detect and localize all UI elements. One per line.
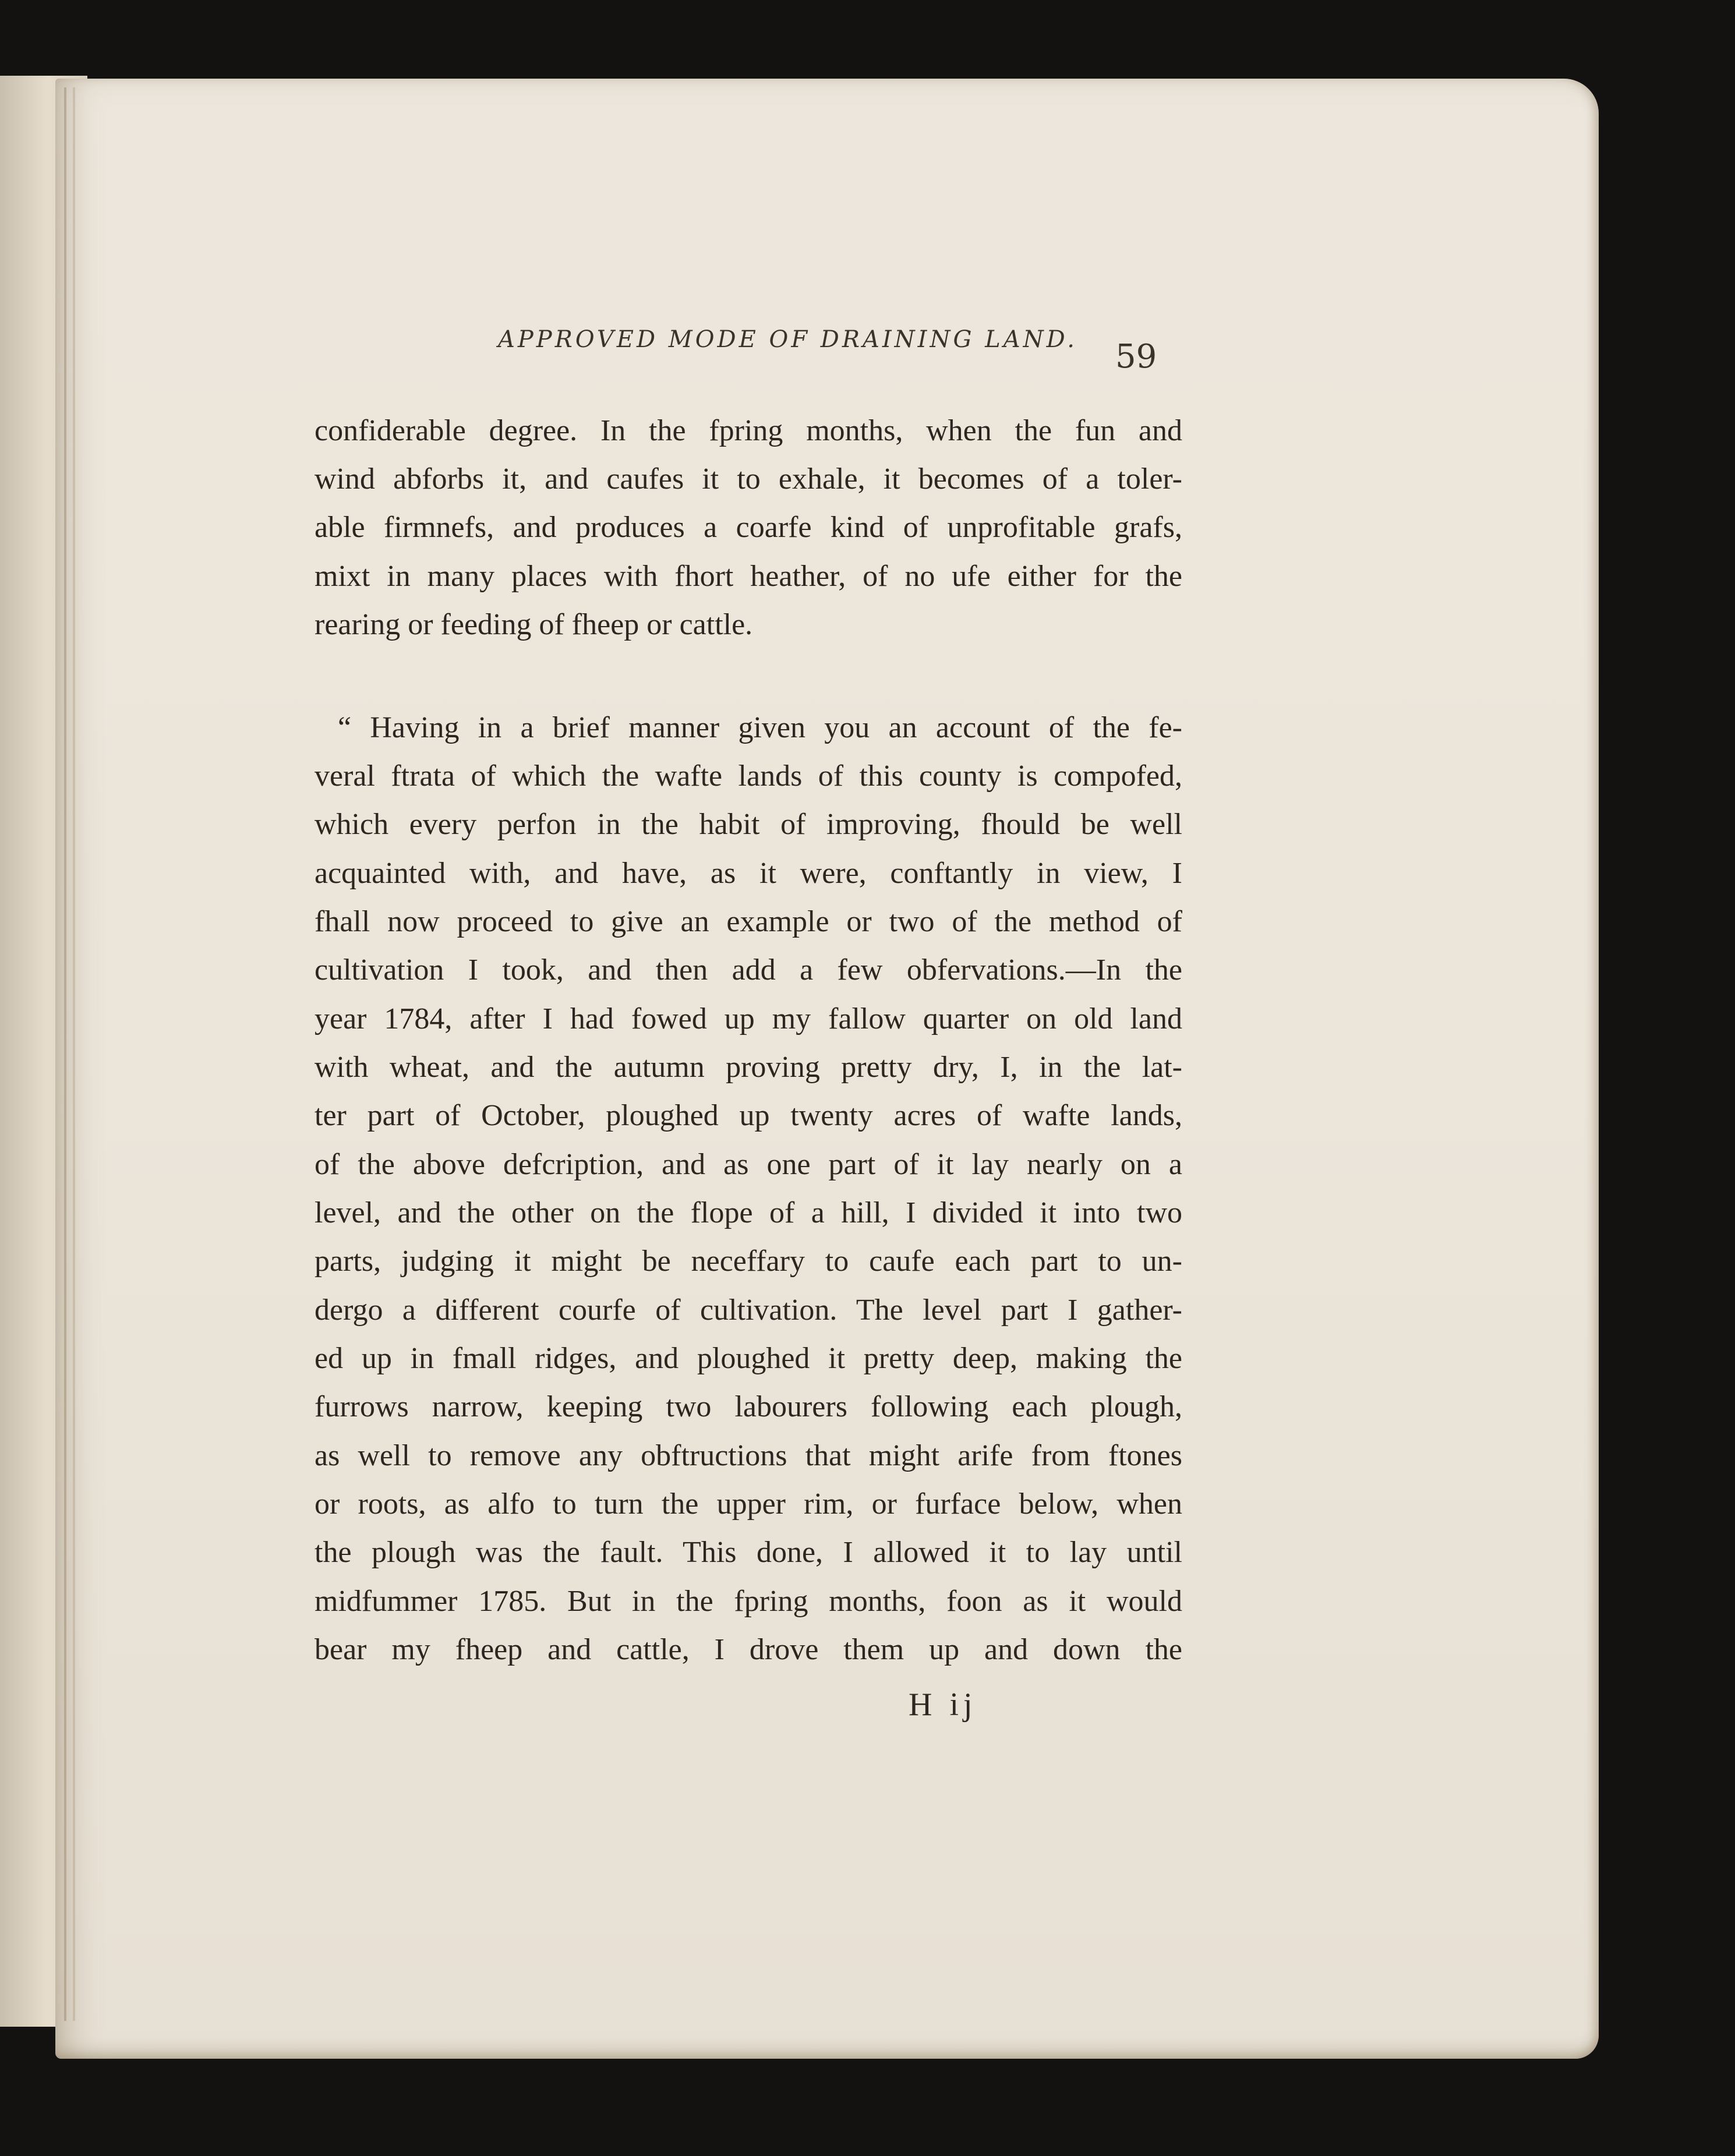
gutter-shadow xyxy=(73,87,75,2021)
running-head: APPROVED MODE OF DRAINING LAND. xyxy=(498,326,1077,353)
text-line: ed up in fmall ridges, and ploughed it pretty deep, making the xyxy=(315,1342,1182,1375)
text-line: wind abforbs it, and caufes it to exhale, it becomes of a toler- xyxy=(315,462,1182,496)
text-line: the plough was the fault. This done, I allowed it to lay until xyxy=(315,1536,1182,1569)
text-line: fhall now proceed to give an example or two of the method of xyxy=(315,905,1182,938)
text-line: able firmnefs, and produces a coarfe kind of unprofitable grafs, xyxy=(315,511,1182,544)
text-line: “ Having in a brief manner given you an account of the fe- xyxy=(338,711,1182,744)
text-line: or roots, as alfo to turn the upper rim, or furface below, when xyxy=(315,1487,1182,1521)
text-line: mixt in many places with fhort heather, of no ufe either for the xyxy=(315,560,1182,593)
signature-mark: H ij xyxy=(909,1687,977,1723)
text-line: rearing or feeding of fheep or cattle. xyxy=(315,608,753,641)
text-line: parts, judging it might be neceffary to caufe each part to un- xyxy=(315,1245,1182,1278)
text-line: level, and the other on the flope of a hill, I divided it into two xyxy=(315,1196,1182,1229)
text-line: with wheat, and the autumn proving pretty dry, I, in the lat- xyxy=(315,1051,1182,1084)
text-line: bear my fheep and cattle, I drove them up and down the xyxy=(315,1633,1182,1666)
text-line: ter part of October, ploughed up twenty acres of wafte lands, xyxy=(315,1099,1182,1132)
text-line: of the above defcription, and as one part of it lay nearly on a xyxy=(315,1148,1182,1181)
text-line: which every perfon in the habit of improving, fhould be well xyxy=(315,808,1182,841)
text-line: confiderable degree. In the fpring months, when the fun and xyxy=(315,414,1182,447)
text-line: midfummer 1785. But in the fpring months, foon as it would xyxy=(315,1585,1182,1618)
text-line: dergo a different courfe of cultivation. The level part I gather- xyxy=(315,1293,1182,1327)
text-line: cultivation I took, and then add a few obfervations.—In the xyxy=(315,953,1182,987)
gutter-shadow xyxy=(64,87,66,2021)
text-line: as well to remove any obftructions that might arife from ftones xyxy=(315,1439,1182,1472)
text-line: furrows narrow, keeping two labourers following each plough, xyxy=(315,1390,1182,1423)
page-number: 59 xyxy=(1115,338,1157,376)
text-line: veral ftrata of which the wafte lands of this county is compofed, xyxy=(315,759,1182,793)
text-line: acquainted with, and have, as it were, conftantly in view, I xyxy=(315,857,1182,890)
text-line: year 1784, after I had fowed up my fallow quarter on old land xyxy=(315,1002,1182,1035)
